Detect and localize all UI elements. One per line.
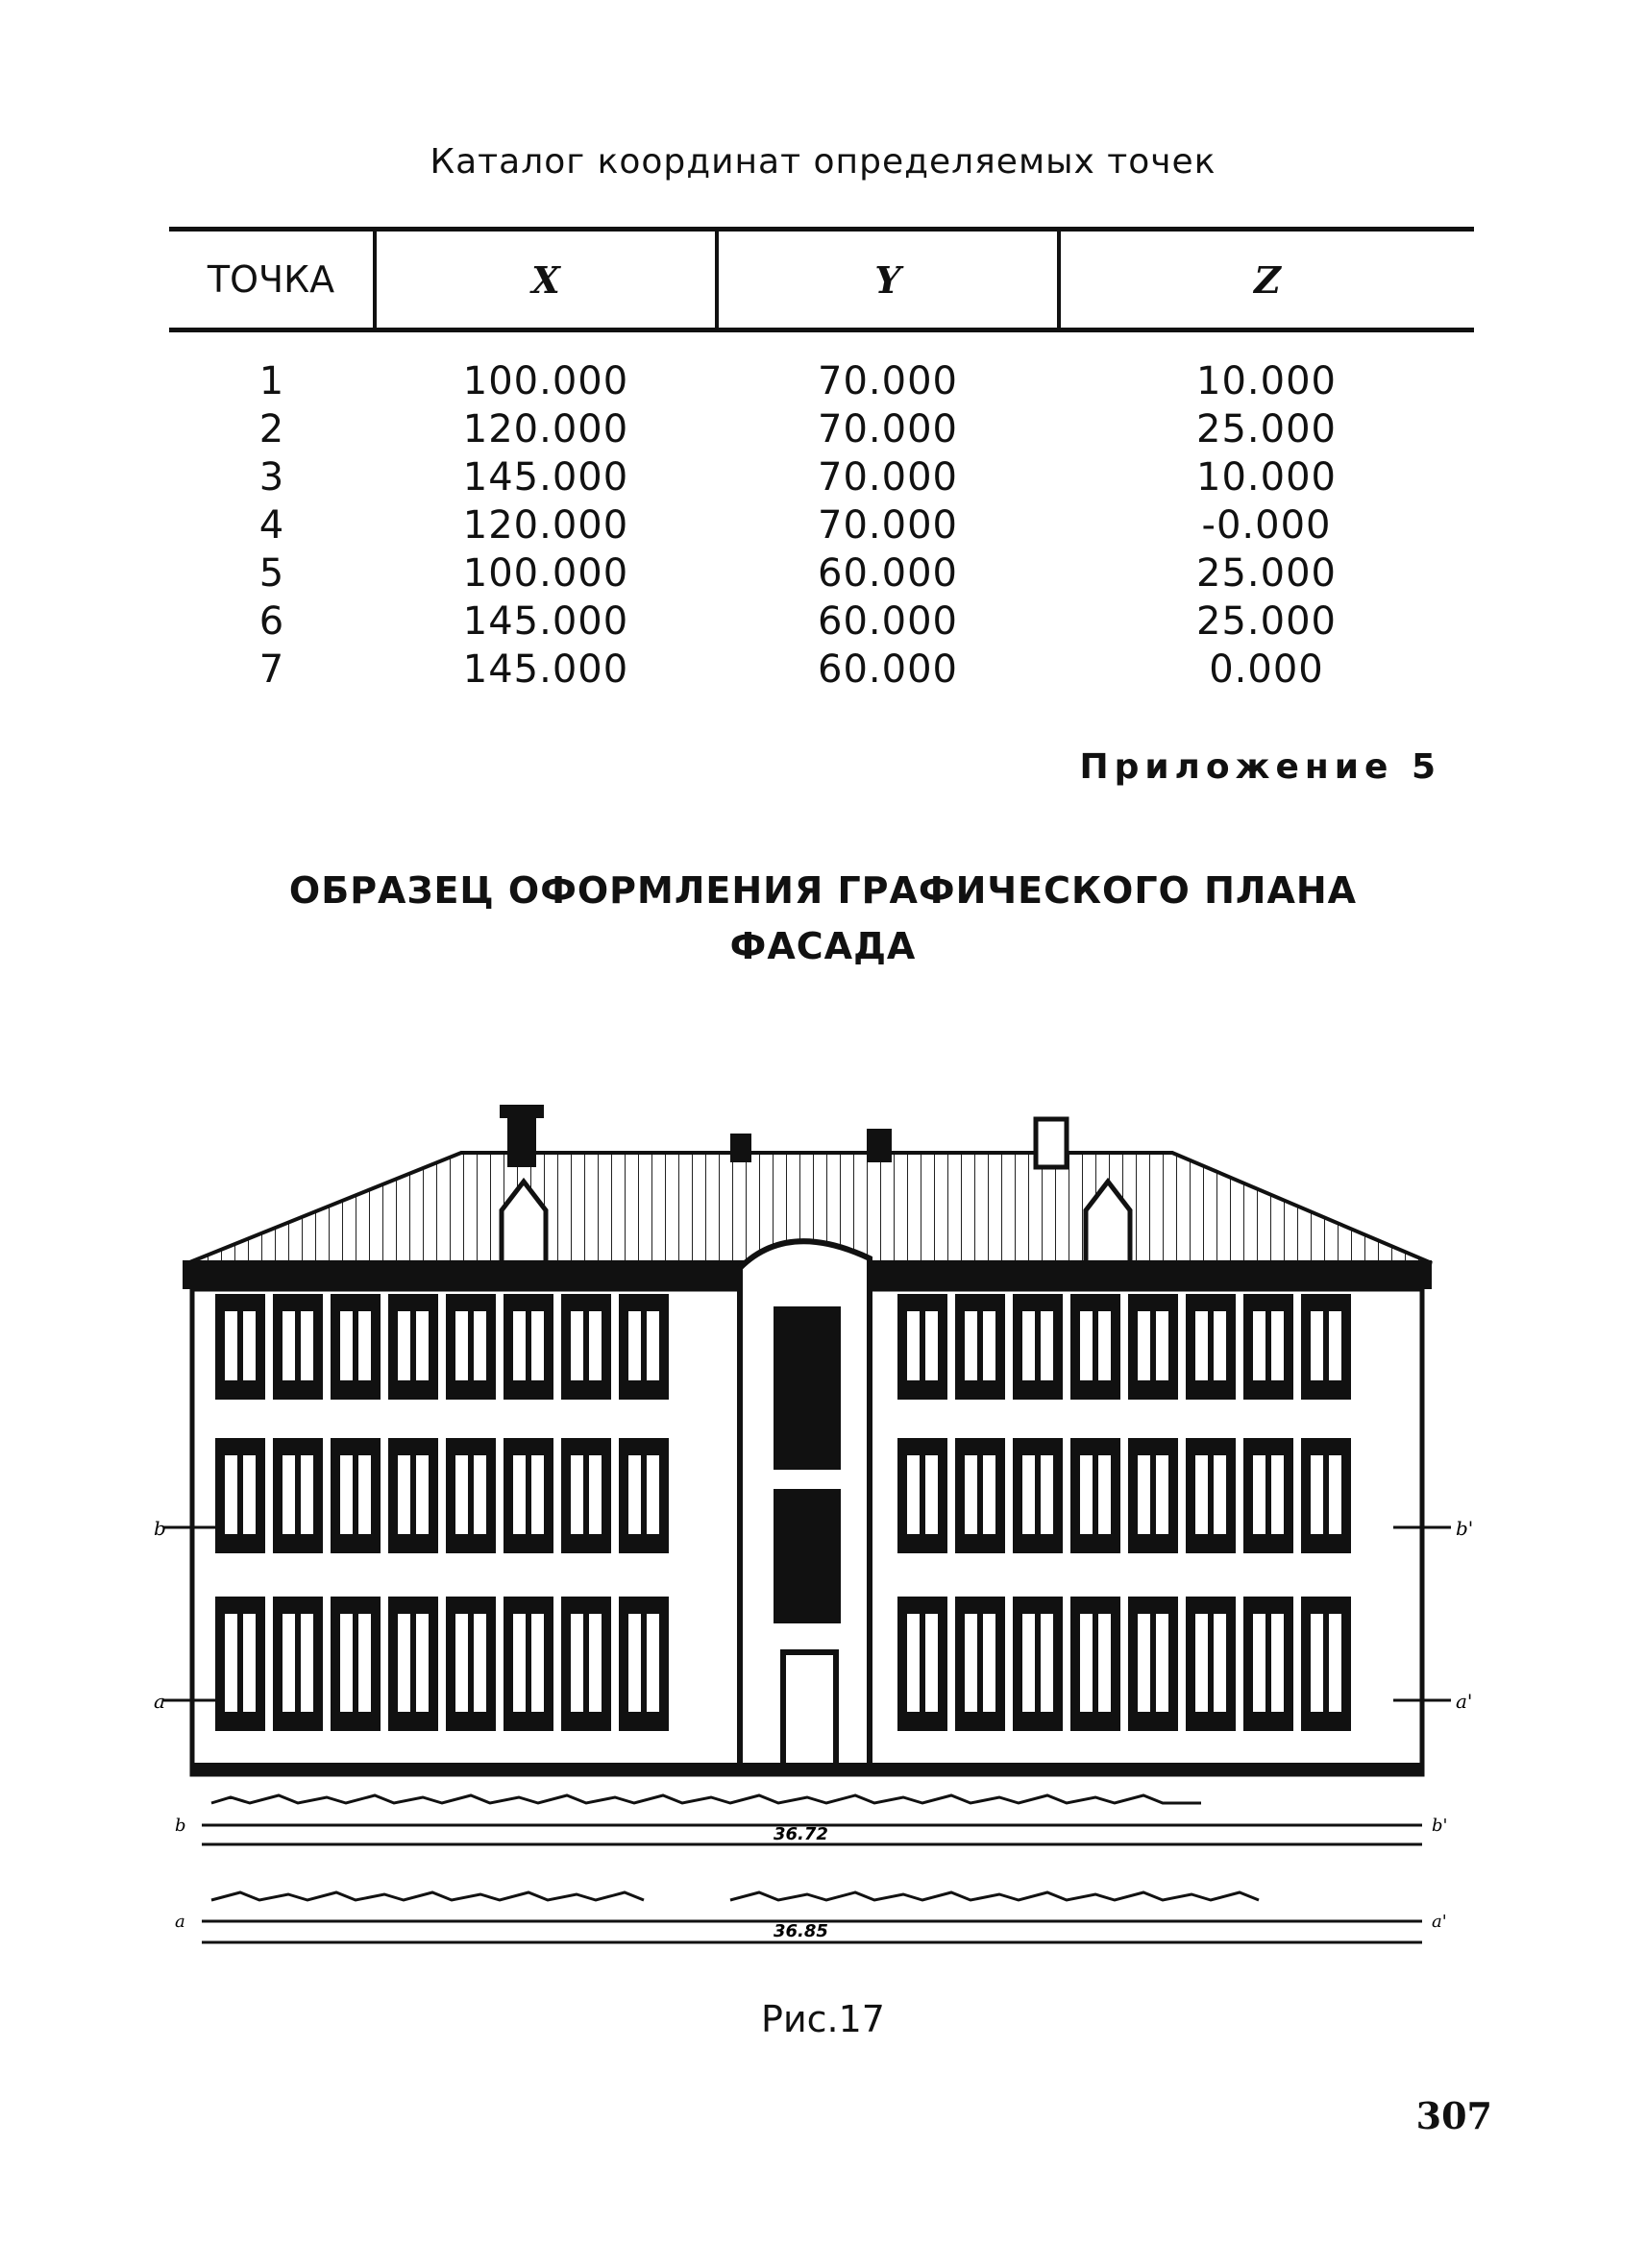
mark-b-left: b (154, 1517, 166, 1540)
window-mullion (920, 1455, 925, 1534)
window-mullion (1035, 1455, 1041, 1534)
window-mullion (1150, 1455, 1156, 1534)
cell-point: 6 (258, 599, 285, 644)
cell-x: 120.000 (462, 503, 629, 548)
header-z: Z (1059, 230, 1474, 330)
central-windows (774, 1306, 841, 1768)
window-mullion (583, 1614, 589, 1712)
window-mullion (977, 1311, 983, 1380)
cell-x: 100.000 (462, 359, 629, 403)
cell-z: 10.000 (1196, 359, 1337, 403)
appendix-label: Приложение 5 (1079, 747, 1441, 787)
mark-b-right-plan: b' (1432, 1816, 1448, 1836)
window-mullion (1208, 1614, 1214, 1712)
table-row (169, 330, 1474, 406)
window-mullion (295, 1614, 301, 1712)
window-mullion (468, 1311, 474, 1380)
mark-b-right: b' (1456, 1517, 1474, 1540)
window-mullion (468, 1614, 474, 1712)
table-row (169, 597, 1474, 646)
cell-point: 1 (258, 359, 285, 403)
window-mullion (641, 1455, 647, 1534)
window-mullion (1035, 1311, 1041, 1380)
mark-a-left-plan: a (175, 1912, 185, 1932)
window-mullion (1093, 1311, 1098, 1380)
cell-point: 7 (258, 647, 285, 692)
cell-x: 120.000 (462, 407, 629, 451)
cell-x: 145.000 (462, 599, 629, 644)
window-mullion (583, 1311, 589, 1380)
window-mullion (1265, 1614, 1271, 1712)
table-row (169, 453, 1474, 501)
cell-x: 145.000 (462, 647, 629, 692)
table-row (169, 646, 1474, 694)
section-title (0, 863, 1646, 974)
header-x: X (375, 230, 717, 330)
window-mullion (410, 1614, 416, 1712)
window-mullion (295, 1455, 301, 1534)
cell-y: 60.000 (818, 599, 958, 644)
cell-z: -0.000 (1201, 503, 1332, 548)
header-y: Y (717, 230, 1059, 330)
section-title-line-1: ОБРАЗЕЦ ОФОРМЛЕНИЯ ГРАФИЧЕСКОГО ПЛАНА (288, 869, 1358, 912)
window-mullion (237, 1455, 243, 1534)
window-mullion (237, 1311, 243, 1380)
window-mullion (1208, 1311, 1214, 1380)
window-mullion (526, 1455, 531, 1534)
window-mullion (641, 1311, 647, 1380)
cell-y: 60.000 (818, 647, 958, 692)
cell-point: 3 (258, 455, 285, 500)
cell-point: 2 (258, 407, 285, 451)
window-mullion (353, 1311, 358, 1380)
window-mullion (1265, 1311, 1271, 1380)
cell-point: 5 (258, 551, 285, 596)
cell-y: 70.000 (818, 455, 958, 500)
window-mullion (1150, 1311, 1156, 1380)
table-row (169, 501, 1474, 549)
plinth (192, 1763, 1422, 1774)
window-mullion (1093, 1614, 1098, 1712)
mark-a-left: a (154, 1690, 165, 1713)
cell-z: 0.000 (1209, 647, 1324, 692)
window-mullion (583, 1455, 589, 1534)
window-mullion (1265, 1455, 1271, 1534)
window-mullion (1035, 1614, 1041, 1712)
window-mullion (468, 1455, 474, 1534)
window-mullion (353, 1455, 358, 1534)
window-mullion (410, 1311, 416, 1380)
cell-z: 25.000 (1196, 407, 1337, 451)
window-mullion (977, 1455, 983, 1534)
cell-z: 25.000 (1196, 599, 1337, 644)
window-mullion (1323, 1614, 1329, 1712)
cell-y: 70.000 (818, 407, 958, 451)
window-mullion (977, 1614, 983, 1712)
window-mullion (1093, 1455, 1098, 1534)
cell-point: 4 (258, 503, 285, 548)
header-point: ТОЧКА (169, 230, 375, 330)
cell-z: 10.000 (1196, 455, 1337, 500)
coordinates-table (169, 227, 1474, 694)
window-mullion (526, 1311, 531, 1380)
window-mullion (1150, 1614, 1156, 1712)
table-row (169, 405, 1474, 453)
table-header-row (169, 230, 1474, 330)
mark-b-left-plan: b (175, 1816, 186, 1836)
window-mullion (410, 1455, 416, 1534)
window-mullion (237, 1614, 243, 1712)
cell-x: 100.000 (462, 551, 629, 596)
cell-x: 145.000 (462, 455, 629, 500)
table-caption: Каталог координат определяемых точек (430, 142, 1216, 182)
window-mullion (1208, 1455, 1214, 1534)
window-mullion (526, 1614, 531, 1712)
window-mullion (920, 1614, 925, 1712)
cell-y: 60.000 (818, 551, 958, 596)
dimension-lower: 36.85 (774, 1921, 828, 1941)
mark-a-right-plan: a' (1432, 1912, 1447, 1932)
mark-a-right: a' (1456, 1690, 1473, 1713)
page-number: 307 (1415, 2094, 1492, 2137)
window-mullion (1323, 1455, 1329, 1534)
window-mullion (295, 1311, 301, 1380)
window-mullion (641, 1614, 647, 1712)
table-body (169, 330, 1474, 695)
table-row (169, 549, 1474, 597)
section-title-line-2: ФАСАДА (729, 925, 917, 967)
cell-y: 70.000 (818, 359, 958, 403)
cell-y: 70.000 (818, 503, 958, 548)
window-mullion (920, 1311, 925, 1380)
dimension-upper: 36.72 (774, 1824, 828, 1844)
window-mullion (353, 1614, 358, 1712)
window-mullion (1323, 1311, 1329, 1380)
cell-z: 25.000 (1196, 551, 1337, 596)
figure-caption: Рис.17 (761, 1998, 885, 2040)
facade-drawing (154, 1076, 1480, 1960)
